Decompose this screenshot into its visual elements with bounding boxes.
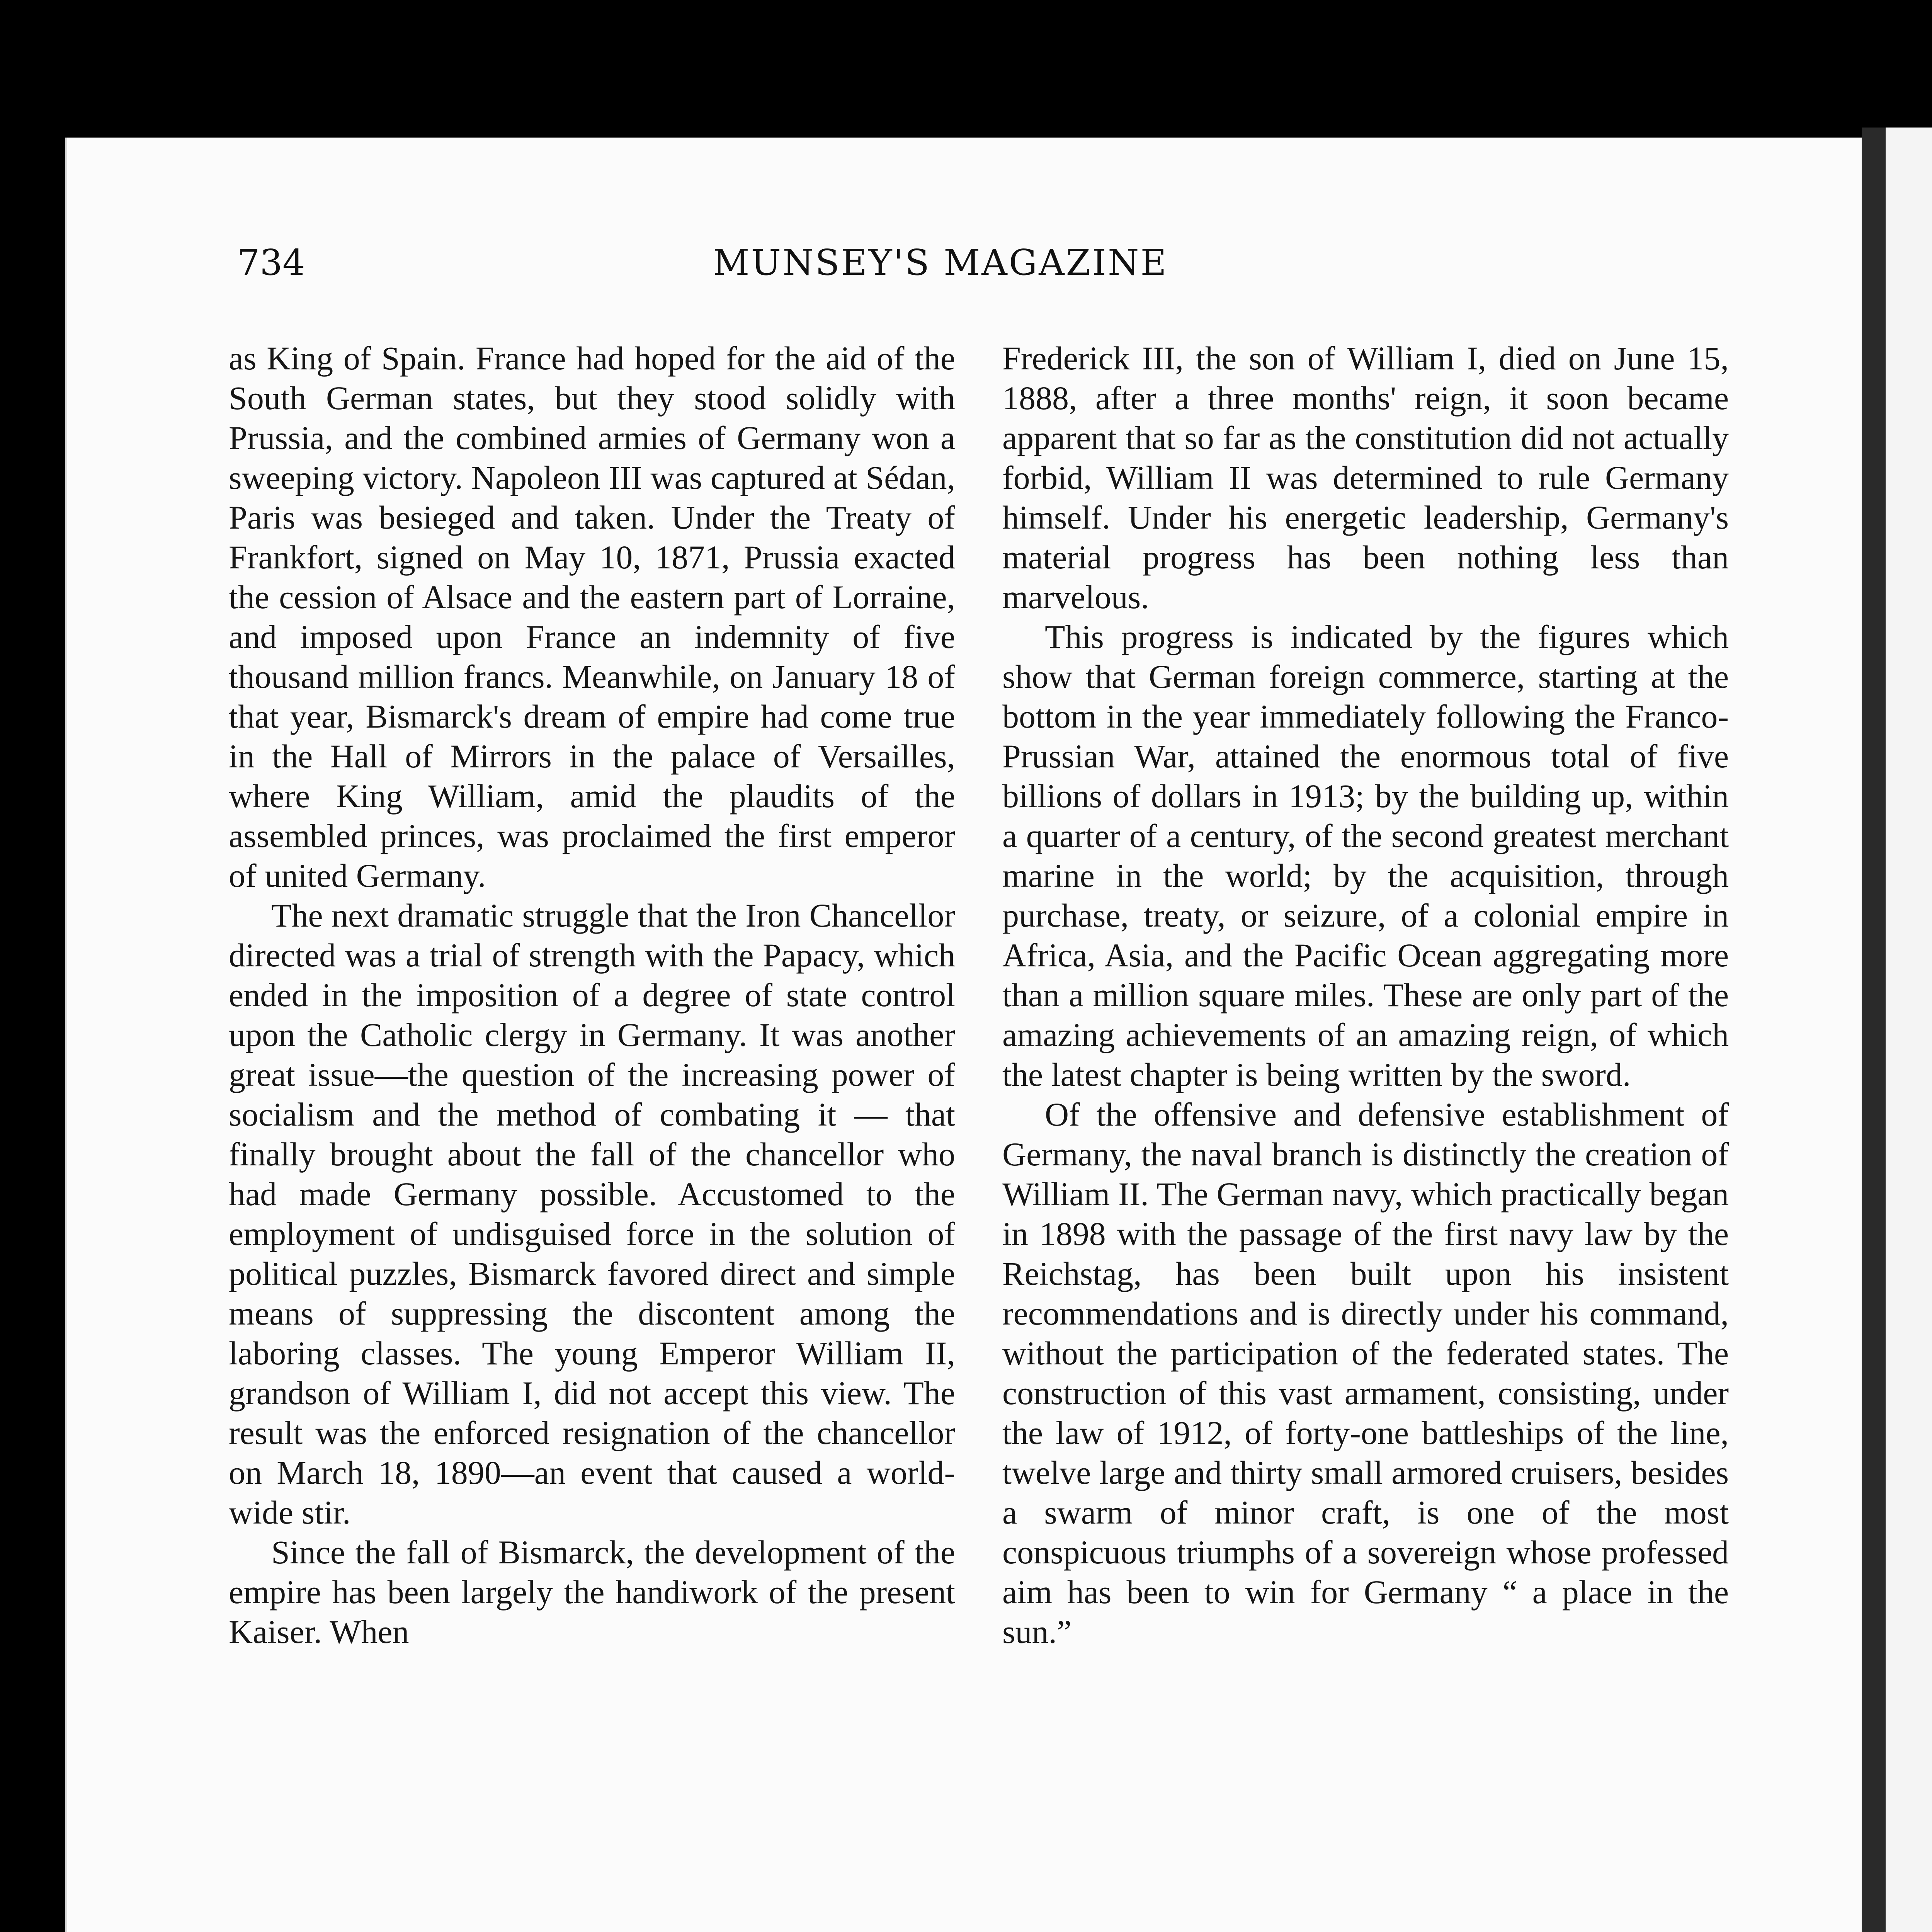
- paragraph: Frederick III, the son of William I, died on June 15, 1888, after a three months' reign, it soon became apparent that so far as the constitution did not actually forbid, William II was determined to rule Germany himself. Under his energetic leadership, Germany's material progress has been nothing less than marvelous.: [1002, 340, 1729, 616]
- article-column-right: [1002, 338, 1729, 1652]
- paragraph: This progress is indicated by the figures which show that German foreign commerce, starting at the bottom in the year immediately following the Franco-Prussian War, attained the enormous total of five billions of dollars in 1913; by the building up, within a quarter of a century, of the second greatest merchant marine in the world; by the acquisition, through purchase, treaty, or seizure, of a colonial empire in Africa, Asia, and the Pacific Ocean aggregating more than a million square miles. These are only part of the amazing achievements of an amazing reign, of which the latest chapter is being written by the sword.: [1002, 618, 1729, 1093]
- page-number: 734: [237, 242, 305, 283]
- paragraph: Since the fall of Bismarck, the development of the empire has been largely the handiwork of the present Kaiser. When: [229, 1534, 955, 1650]
- paragraph: Of the offensive and defensive establishment of Germany, the naval branch is distinctly the creation of William II. The German navy, which practically began in 1898 with the passage of the first navy law by the Reichstag, has been built upon his insistent recommendations and is directly under his command, without the participation of the federated states. The construction of this vast armament, consisting, under the law of 1912, of forty-one battleships of the line, twelve large and thirty small armored cruisers, besides a swarm of minor craft, is one of the most conspicuous triumphs of a sovereign whose professed aim has been to win for Germany “ a place in the sun.”: [1002, 1096, 1729, 1650]
- magazine-page: [65, 138, 1862, 1932]
- page-gutter: [1862, 128, 1886, 1932]
- paragraph: The next dramatic struggle that the Iron Chancellor directed was a trial of strength with the Papacy, which ended in the imposition of a degree of state control upon the Catholic clergy in Germany. It was another great issue—the question of the increasing power of socialism and the method of combating it — that finally brought about the fall of the chancellor who had made Germany possible. Accustomed to the employment of undisguised force in the solution of political puzzles, Bismarck favored direct and simple means of suppressing the discontent among the laboring classes. The young Emperor William II, grandson of William I, did not accept this view. The result was the enforced resignation of the chancellor on March 18, 1890—an event that caused a world-wide stir.: [229, 897, 955, 1531]
- adjacent-page-edge: [1886, 128, 1932, 1932]
- page-header: [237, 242, 1644, 311]
- article-column-left: [229, 338, 955, 1652]
- magazine-title: MUNSEY'S MAGAZINE: [713, 242, 1168, 283]
- paragraph: as King of Spain. France had hoped for the aid of the South German states, but they stood solidly with Prussia, and the combined armies of Germany won a sweeping victory. Napoleon III was captured at Sédan, Paris was besieged and taken. Under the Treaty of Frankfort, signed on May 10, 1871, Prussia exacted the cession of Alsace and the eastern part of Lorraine, and imposed upon France an indemnity of five thousand million francs. Meanwhile, on January 18 of that year, Bismarck's dream of empire had come true in the Hall of Mirrors in the palace of Versailles, where King William, amid the plaudits of the assembled princes, was proclaimed the first emperor of united Germany.: [229, 340, 955, 894]
